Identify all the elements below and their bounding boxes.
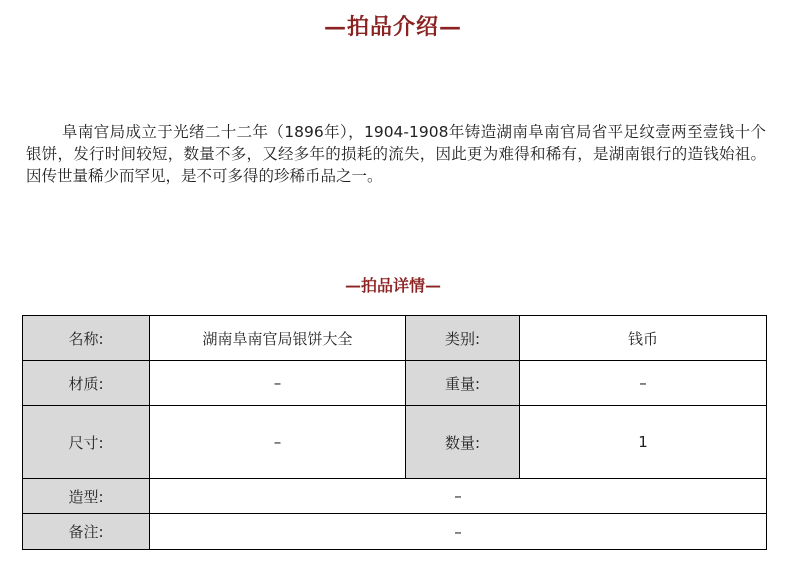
table-row — [23, 514, 767, 550]
material-value: – — [150, 361, 406, 406]
weight-label: 重量: — [406, 361, 520, 406]
details-section-title: —拍品详情— — [344, 276, 441, 295]
size-value: – — [150, 406, 406, 479]
table-row — [23, 406, 767, 479]
page-title: —拍品介绍— — [323, 14, 462, 40]
category-value: 钱币 — [520, 316, 767, 361]
size-label: 尺寸: — [23, 406, 150, 479]
category-label: 类别: — [406, 316, 520, 361]
table-row — [23, 361, 767, 406]
notes-value: – — [150, 514, 767, 550]
quantity-value: 1 — [520, 406, 767, 479]
table-row — [23, 316, 767, 361]
table-row — [23, 479, 767, 514]
shape-value: – — [150, 479, 767, 514]
material-label: 材质: — [23, 361, 150, 406]
intro-paragraph: 阜南官局成立于光绪二十二年（1896年），1904-1908年铸造湖南阜南官局省平足纹壹两至壹钱十个银饼，发行时间较短，数量不多，又经多年的损耗的流失，因此更为难得和稀有，是湖南银行的造钱始祖。因传世量稀少而罕见，是不可多得的珍稀币品之一。 — [26, 123, 766, 185]
name-value: 湖南阜南官局银饼大全 — [150, 316, 406, 361]
name-label: 名称: — [23, 316, 150, 361]
quantity-label: 数量: — [406, 406, 520, 479]
details-table — [22, 315, 767, 550]
shape-label: 造型: — [23, 479, 150, 514]
notes-label: 备注: — [23, 514, 150, 550]
weight-value: – — [520, 361, 767, 406]
